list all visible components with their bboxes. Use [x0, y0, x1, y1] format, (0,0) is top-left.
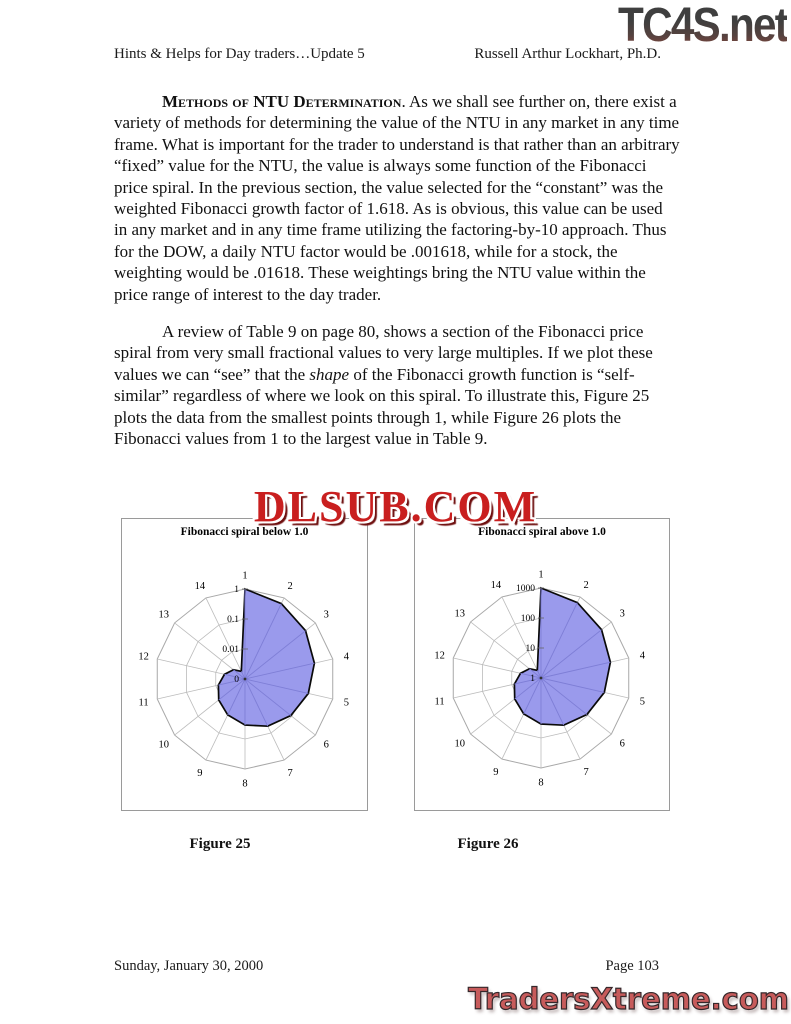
svg-text:13: 13	[454, 608, 465, 620]
svg-text:1: 1	[242, 570, 248, 582]
svg-text:7: 7	[583, 767, 589, 779]
svg-text:7: 7	[287, 768, 293, 780]
section-heading: Methods of NTU Determination	[162, 92, 402, 111]
header-author: Russell Arthur Lockhart, Ph.D.	[474, 46, 661, 62]
svg-text:12: 12	[434, 650, 445, 662]
svg-text:4: 4	[639, 650, 646, 662]
svg-text:3: 3	[619, 608, 625, 620]
svg-text:6: 6	[619, 738, 625, 750]
paragraph-review-text-post: of the Fibonacci growth function is “self-similar” regardless of where we look on this spiral. To illustrate this, Figure 25 plots the data from the smallest points through 1, while Figure 26 plots the Fibonacci values from 1 to the largest value in Table 9.	[114, 364, 650, 449]
footer-page-number: Page 103	[605, 958, 659, 974]
svg-text:1: 1	[538, 569, 544, 581]
paragraph-methods	[114, 91, 680, 305]
svg-text:1: 1	[234, 585, 239, 595]
svg-text:8: 8	[538, 777, 544, 789]
svg-text:6: 6	[323, 739, 329, 751]
svg-text:4: 4	[343, 651, 350, 663]
svg-text:10: 10	[454, 738, 465, 750]
footer-date: Sunday, January 30, 2000	[114, 958, 264, 974]
svg-text:8: 8	[242, 778, 248, 790]
svg-text:12: 12	[138, 651, 149, 663]
svg-text:0.1: 0.1	[227, 615, 239, 625]
svg-text:2: 2	[287, 580, 293, 592]
paragraph-review-text-pre: A review of Table 9 on page 80, shows a section of the Fibonacci price spiral from very small fractional values to very large multiples. If we plot these values we can “see” that the	[114, 322, 653, 384]
svg-text:9: 9	[197, 768, 203, 780]
tc4s-logo: TC4S.net	[618, 0, 787, 52]
tradersxtreme-logo: TradersXtreme.com	[468, 982, 789, 1016]
figure-25-box	[121, 518, 368, 811]
chart-title: Fibonacci spiral below 1.0	[180, 526, 309, 538]
svg-text:0: 0	[234, 675, 239, 685]
figure-caption-25: Figure 25	[189, 836, 251, 852]
svg-text:1: 1	[530, 674, 535, 684]
radar-chart-above-1	[415, 519, 671, 812]
figure-26-box	[414, 518, 670, 811]
svg-text:2: 2	[583, 579, 589, 591]
svg-text:11: 11	[434, 696, 445, 708]
svg-text:11: 11	[138, 697, 149, 709]
radar-chart-below-1	[122, 519, 369, 812]
svg-text:13: 13	[158, 609, 169, 621]
svg-text:5: 5	[639, 696, 646, 708]
paragraph-review	[114, 321, 680, 449]
svg-text:100: 100	[520, 614, 535, 624]
svg-text:9: 9	[493, 767, 499, 779]
svg-text:5: 5	[343, 697, 350, 709]
svg-text:14: 14	[490, 579, 502, 591]
paragraph-methods-text: . As we shall see further on, there exist a variety of methods for determining the value of the NTU in any market in any time frame. What is important for the trader to understand is that rather than an arbitrary “fixed” value for the NTU, the value is always some function of the Fibonacci price spiral. In the previous section, the value selected for the “constant” was the weighted Fibonacci growth factor of 1.618. As is obvious, this value can be used in any market and in any time frame utilizing the factoring-by-10 approach. Thus for the DOW, a daily NTU factor would be .001618, while for a stock, the weighting would be .01618. These weightings bring the NTU value within the price range of interest to the day trader.	[114, 92, 680, 304]
italic-word: shape	[309, 364, 350, 384]
svg-text:14: 14	[194, 580, 206, 592]
figure-caption-26: Figure 26	[457, 836, 519, 852]
svg-text:3: 3	[323, 609, 329, 621]
svg-text:10: 10	[525, 644, 535, 654]
header-running-title: Hints & Helps for Day traders…Update 5	[114, 46, 365, 62]
svg-text:1000: 1000	[516, 584, 535, 594]
svg-text:10: 10	[158, 739, 169, 751]
svg-text:0.01: 0.01	[222, 645, 239, 655]
chart-title: Fibonacci spiral above 1.0	[478, 526, 606, 538]
dlsub-logo: DLSUB.COM	[253, 482, 538, 531]
page-header	[114, 46, 661, 63]
